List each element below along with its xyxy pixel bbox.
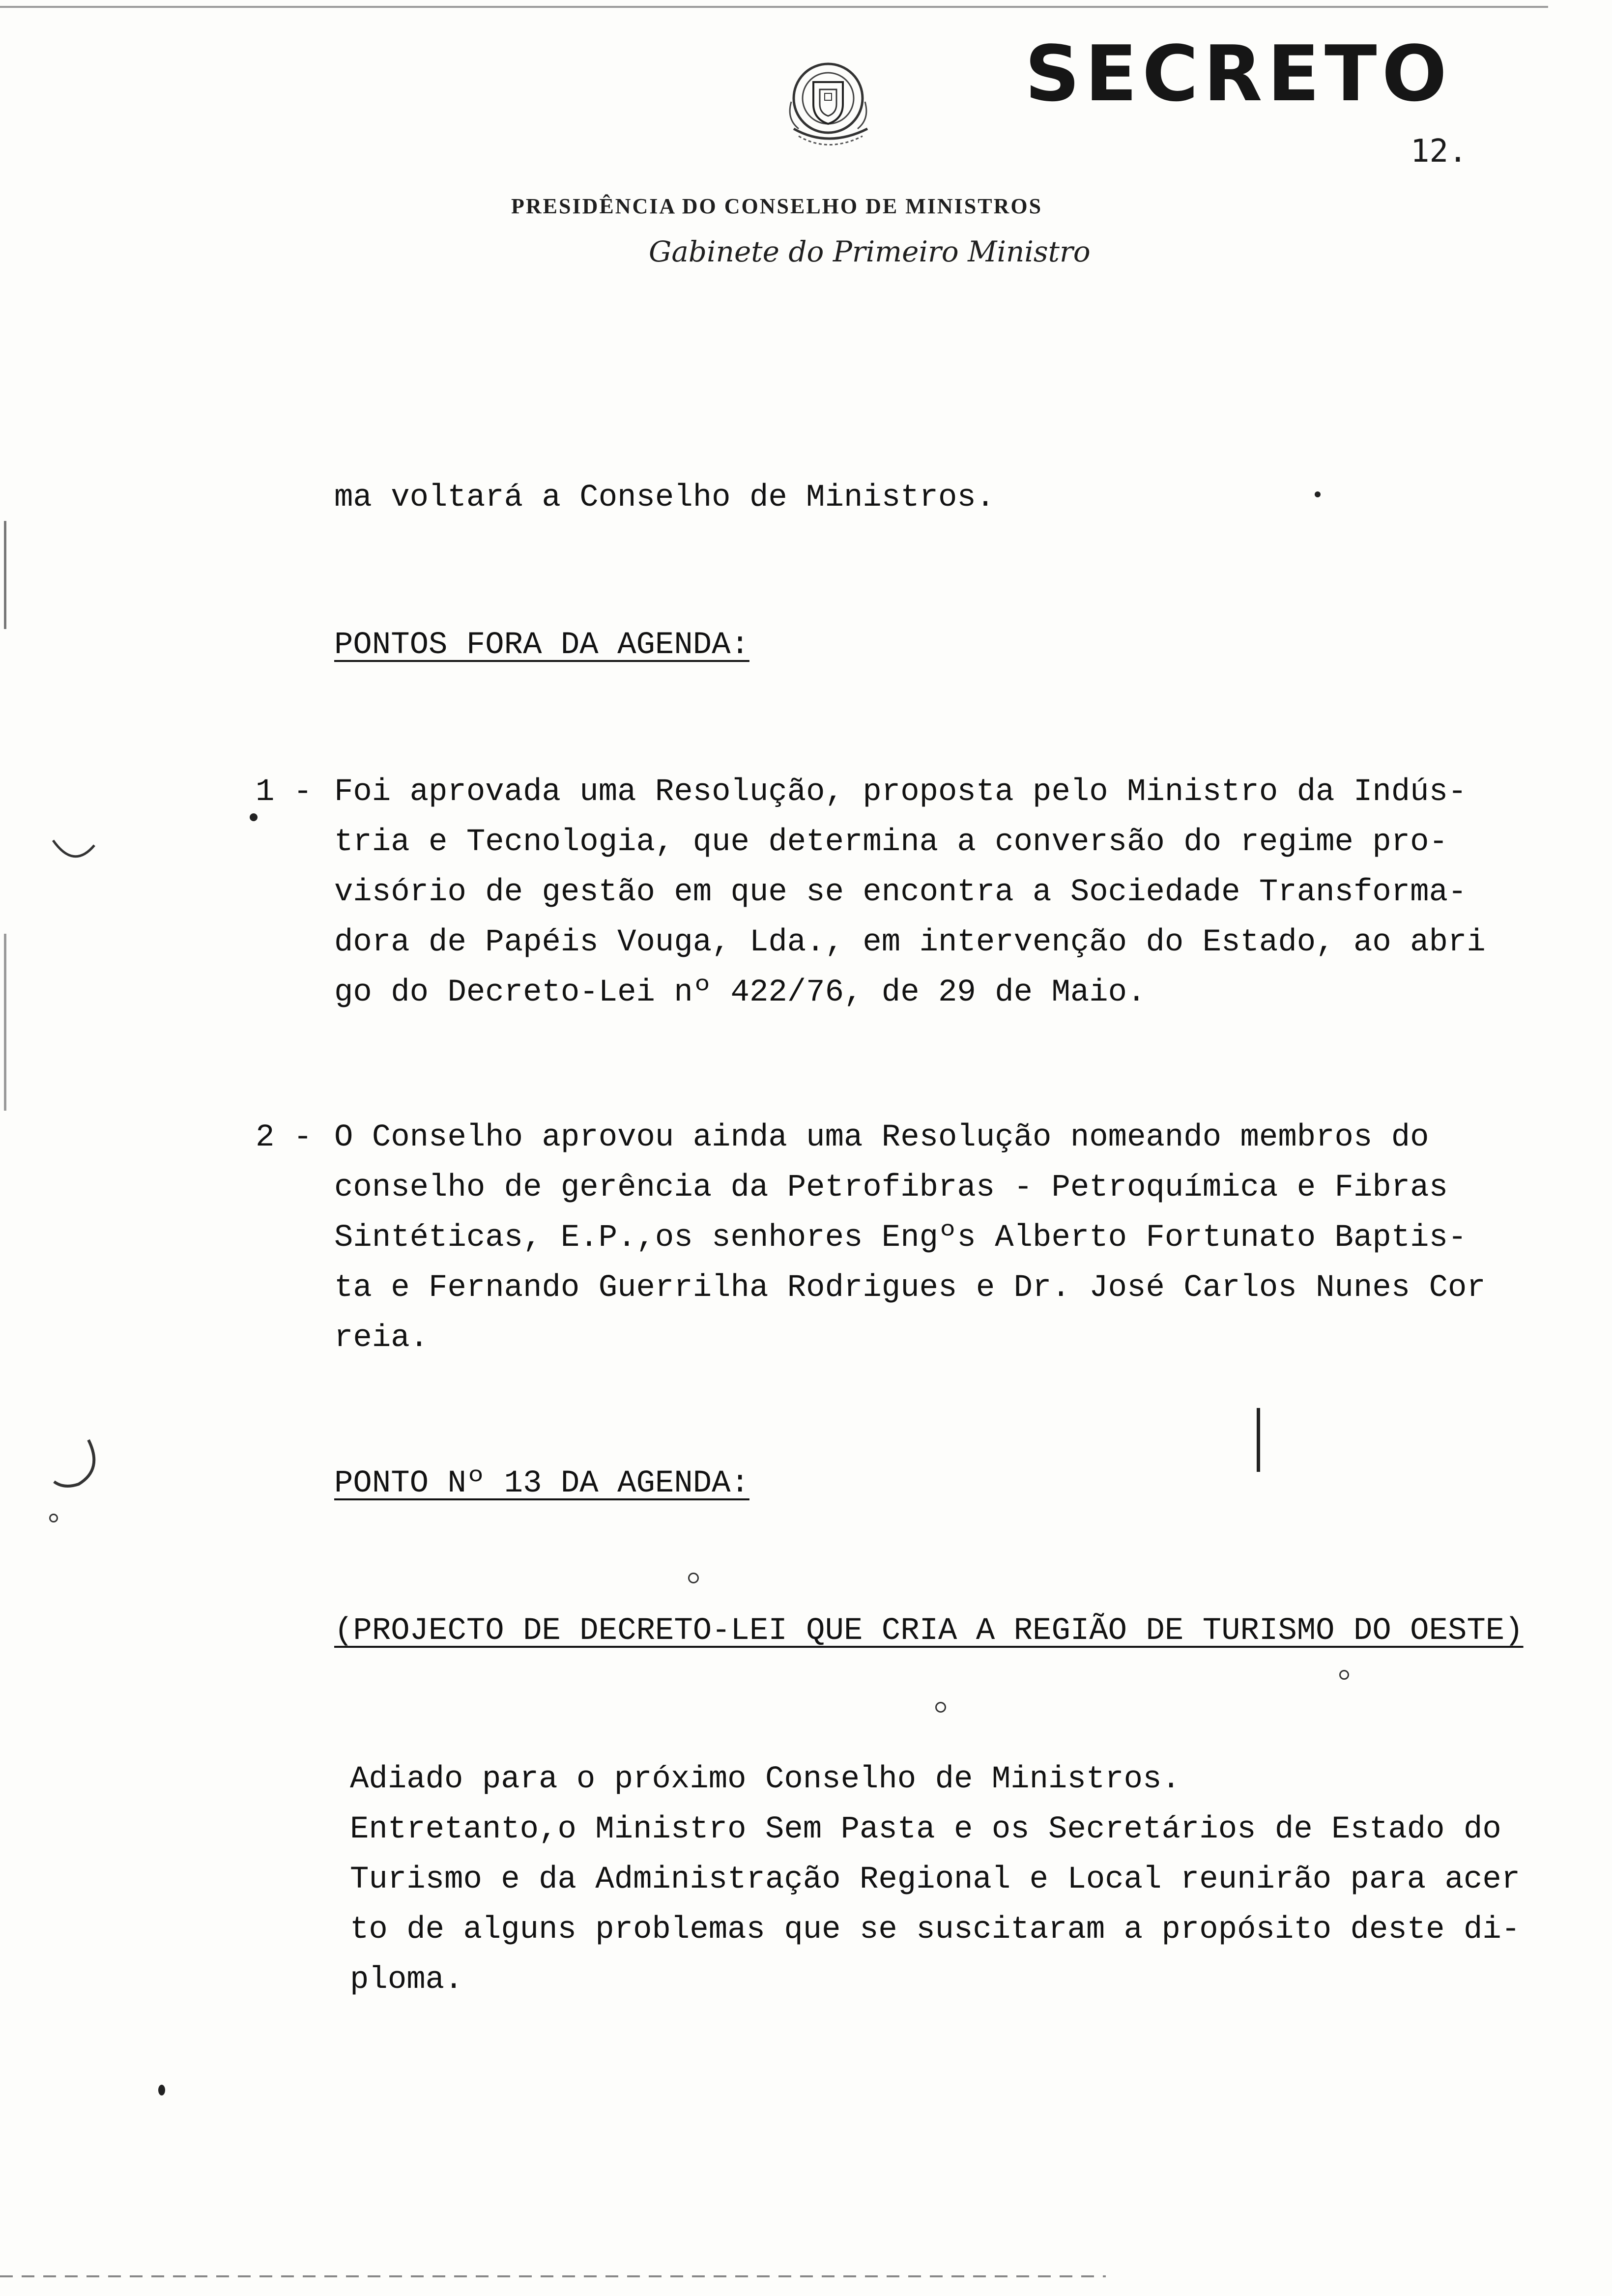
body-line: Sintéticas, E.P.,os senhores Engºs Alberto Fortunato Baptis- bbox=[334, 1220, 1467, 1256]
coat-of-arms-seal-icon bbox=[772, 55, 894, 158]
section-subtitle: (PROJECTO DE DECRETO-LEI QUE CRIA A REGIÃO DE TURISMO DO OESTE) bbox=[334, 1613, 1524, 1649]
ink-dot bbox=[688, 1573, 699, 1583]
body-line: Foi aprovada uma Resolução, proposta pelo Ministro da Indús- bbox=[334, 775, 1467, 810]
margin-stroke bbox=[1257, 1408, 1260, 1472]
body-line: tria e Tecnologia, que determina a conversão do regime pro- bbox=[334, 825, 1448, 860]
punch-hole-mark-icon bbox=[49, 1435, 108, 1494]
ink-dot bbox=[49, 1514, 58, 1522]
top-scan-edge bbox=[0, 6, 1548, 8]
body-line: dora de Papéis Vouga, Lda., em intervenção do Estado, ao abri bbox=[334, 925, 1486, 960]
section-heading: PONTO Nº 13 DA AGENDA: bbox=[334, 1466, 749, 1501]
ink-dot bbox=[1339, 1670, 1349, 1680]
binding-edge-mark bbox=[4, 934, 6, 1111]
body-line: Entretanto,o Ministro Sem Pasta e os Secretários de Estado do bbox=[350, 1812, 1501, 1847]
body-line: conselho de gerência da Petrofibras - Petroquímica e Fibras bbox=[334, 1170, 1448, 1205]
section-heading: PONTOS FORA DA AGENDA: bbox=[334, 628, 749, 663]
office-name: Gabinete do Primeiro Ministro bbox=[649, 235, 1091, 268]
ink-dot bbox=[935, 1702, 946, 1713]
ink-dot bbox=[158, 2085, 165, 2095]
item-number: 1 - bbox=[256, 775, 313, 810]
body-line: to de alguns problemas que se suscitaram a propósito deste di- bbox=[350, 1912, 1521, 1948]
body-line: ploma. bbox=[350, 1962, 463, 1998]
continuation-text: ma voltará a Conselho de Ministros. bbox=[334, 480, 995, 516]
body-line: Adiado para o próximo Conselho de Ministros. bbox=[350, 1762, 1180, 1797]
body-line: visório de gestão em que se encontra a Sociedade Transforma- bbox=[334, 875, 1467, 910]
body-line: ta e Fernando Guerrilha Rodrigues e Dr. José Carlos Nunes Cor bbox=[334, 1270, 1486, 1306]
body-line: O Conselho aprovou ainda uma Resolução nomeando membros do bbox=[334, 1120, 1429, 1155]
ink-dot bbox=[1315, 491, 1321, 497]
item-number: 2 - bbox=[256, 1120, 313, 1155]
body-line: Turismo e da Administração Regional e Local reunirão para acer bbox=[350, 1862, 1521, 1897]
ink-dot bbox=[250, 813, 258, 821]
body-line: go do Decreto-Lei nº 422/76, de 29 de Maio. bbox=[334, 975, 1146, 1010]
classification-stamp: SECRETO bbox=[1025, 29, 1452, 118]
page-number: 12. bbox=[1410, 133, 1468, 170]
binding-edge-mark bbox=[4, 521, 6, 629]
body-line: reia. bbox=[334, 1320, 429, 1356]
bottom-scan-edge bbox=[0, 2275, 1106, 2277]
punch-hole-mark-icon bbox=[49, 835, 98, 865]
organization-title: PRESIDÊNCIA DO CONSELHO DE MINISTROS bbox=[511, 194, 1043, 218]
